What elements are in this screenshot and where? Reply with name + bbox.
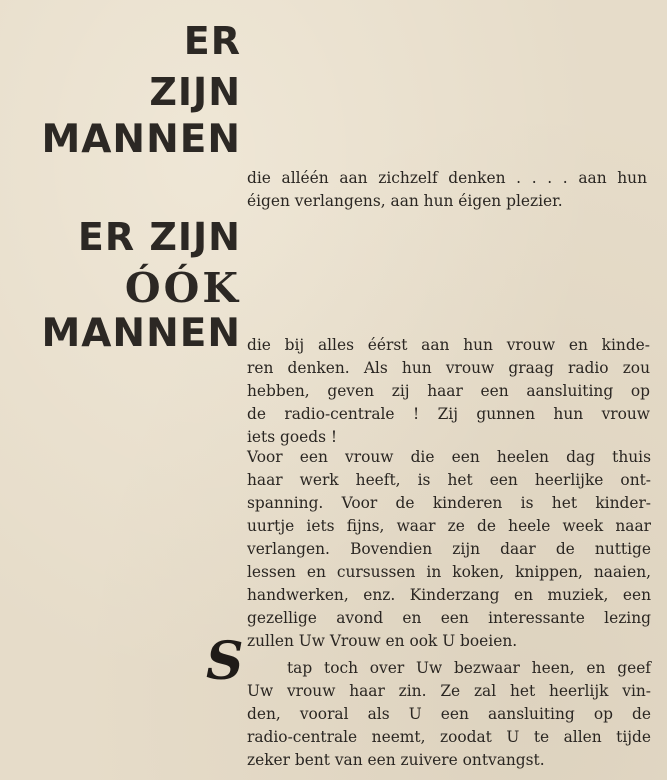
headline-line-1: ER (183, 19, 241, 63)
text-line: spanning. Voor de kinderen is het kinder- (247, 494, 651, 512)
text-line: haar werk heeft, is het een heerlijke ont- (247, 471, 651, 489)
text-line: die bij alles éérst aan hun vrouw en kinde- (247, 336, 650, 354)
text-line: hebben, geven zij haar een aansluiting op (247, 382, 650, 400)
text-line: ren denken. Als hun vrouw graag radio zou (247, 359, 650, 377)
paragraph-2 (247, 334, 650, 449)
text-line: éigen verlangens, aan hun éigen plezier. (247, 192, 563, 210)
headline-line-3: MANNEN (41, 117, 241, 162)
text-line: lessen en cursussen in koken, knippen, naaien, (247, 563, 651, 581)
text-line: zullen Uw Vrouw en ook U boeien. (247, 632, 518, 650)
headline-line-5: ÓÓK (124, 264, 241, 312)
text-line: gezellige avond en een interessante lezing (247, 609, 651, 627)
text-line: de radio-centrale ! Zij gunnen hun vrouw (247, 405, 650, 423)
text-line: iets goeds ! (247, 428, 338, 446)
paragraph-1 (247, 167, 647, 213)
paragraph-4 (247, 657, 651, 772)
text-line: Uw vrouw haar zin. Ze zal het heerlijk vin- (247, 682, 651, 700)
text-line: uurtje iets fijns, waar ze de heele week naar (247, 517, 651, 535)
drop-cap: S (206, 631, 244, 692)
text-line: die alléén aan zichzelf denken . . . . aan hun (247, 169, 647, 187)
text-line: verlangen. Bovendien zijn daar de nuttige (247, 540, 651, 558)
headline-line-4: ER ZIJN (77, 215, 241, 259)
headline-line-6: MANNEN (41, 311, 241, 356)
text-line: tap toch over Uw bezwaar heen, en geef (287, 659, 651, 677)
paragraph-3 (247, 446, 651, 653)
text-line: Voor een vrouw die een heelen dag thuis (247, 448, 651, 466)
text-line: den, vooral als U een aansluiting op de (247, 705, 651, 723)
text-line: handwerken, enz. Kinderzang en muziek, een (247, 586, 651, 604)
headline-line-2: ZIJN (149, 70, 241, 114)
text-line: radio-centrale neemt, zoodat U te allen tijde (247, 728, 651, 746)
text-line: zeker bent van een zuivere ontvangst. (247, 751, 545, 769)
